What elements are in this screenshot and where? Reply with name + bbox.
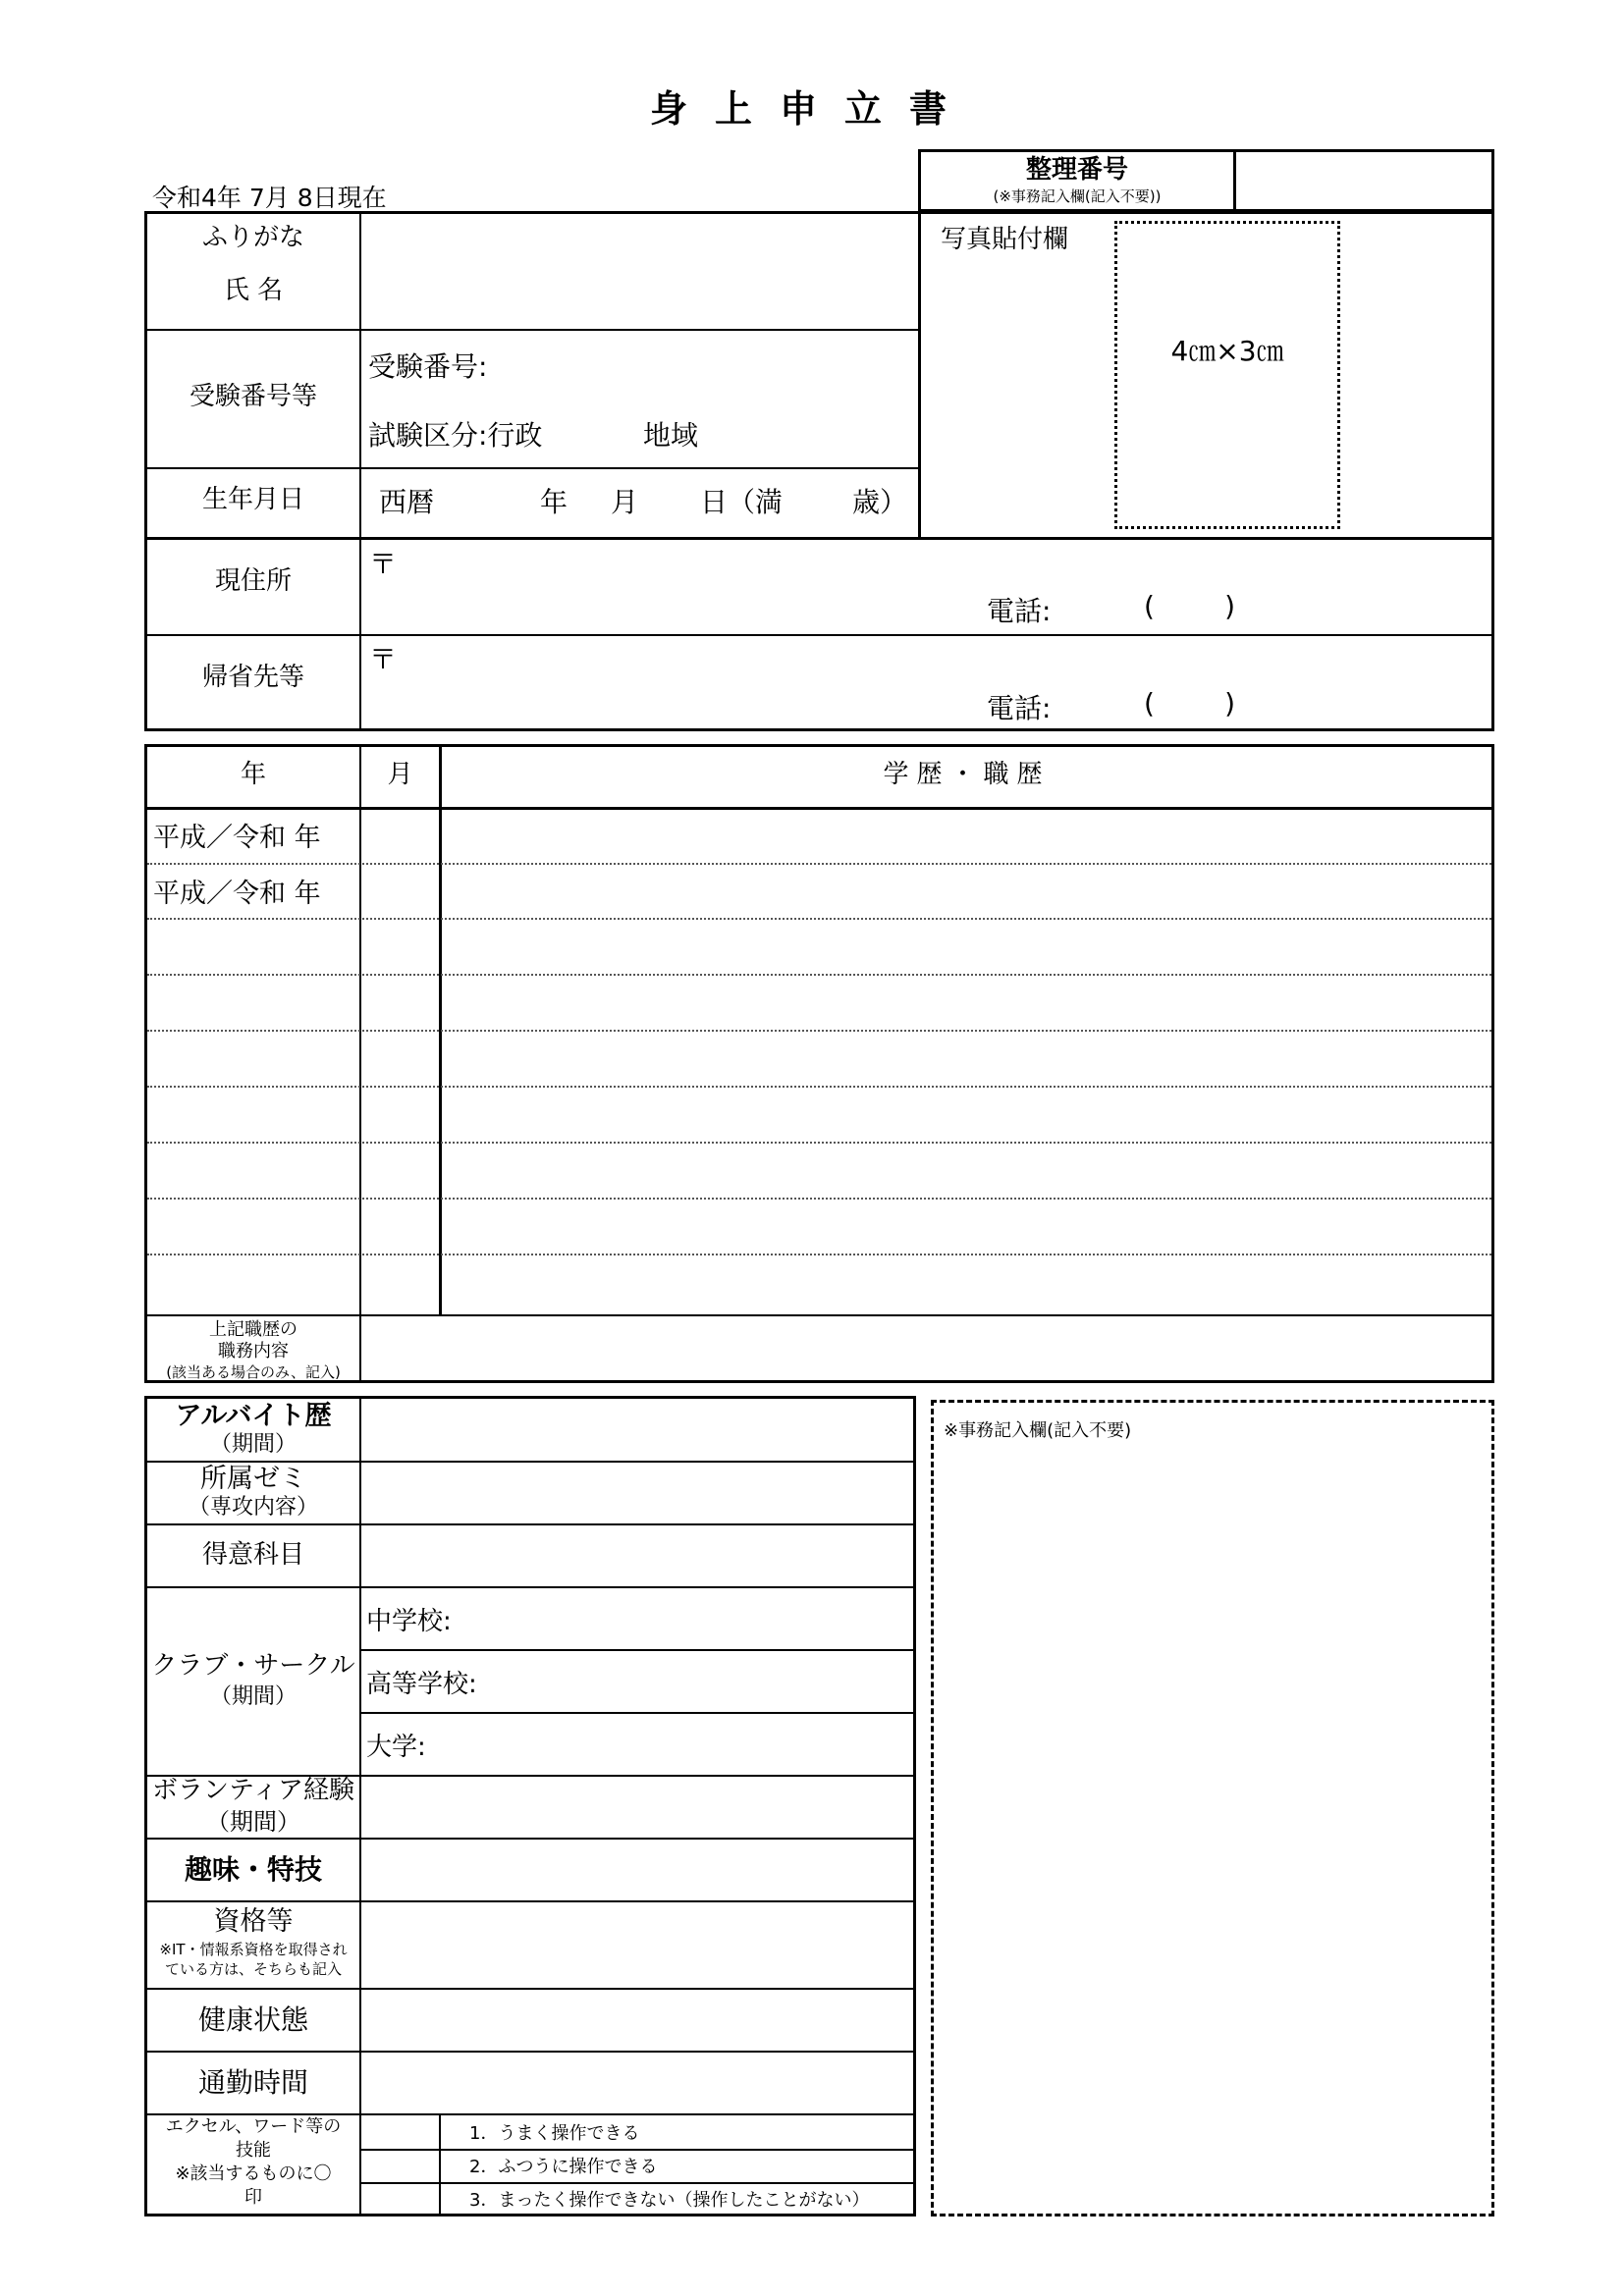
admin-number-field (1236, 152, 1491, 212)
birth-label: 生年月日 (201, 485, 304, 514)
home-label: 帰省先等 (201, 663, 304, 692)
name-label: 氏 名 (223, 276, 284, 305)
photo-area[interactable] (1114, 221, 1340, 529)
address-phone-label: 電話: (987, 595, 1052, 627)
page-title: 身上申立書 (649, 87, 974, 131)
admin-number-note: (※事務記入欄(記入不要)) (993, 187, 1162, 205)
home-phone-paren: ( ) (1144, 687, 1236, 720)
high-school-label: 高等学校: (366, 1670, 477, 1699)
history-row-prefix-1: 平成／令和 年 (153, 823, 321, 853)
duties-label-1: 上記職歴の (209, 1319, 298, 1340)
col-year: 年 (240, 760, 266, 789)
qualification-note-1: ※IT・情報系資格を取得され (159, 1941, 348, 1958)
skill-option-3: 3．まったく操作できない（操作したことがない） (469, 2190, 870, 2211)
birth-month: 月 (611, 486, 639, 518)
skills-label-1: エクセル、ワード等の (165, 2116, 342, 2137)
subject-label: 得意科目 (201, 1540, 304, 1570)
hobby-label: 趣味・特技 (184, 1853, 322, 1886)
seminar-major: （専攻内容） (188, 1495, 318, 1520)
details-table (144, 1396, 916, 2216)
admin-number-box (918, 149, 1494, 212)
admin-number-label: 整理番号 (1025, 155, 1128, 185)
university-label: 大学: (366, 1733, 426, 1762)
region-label: 地域 (643, 419, 699, 452)
duties-field[interactable] (361, 1316, 1490, 1379)
name-field[interactable] (361, 214, 916, 328)
col-history: 学歴・職歴 (883, 760, 1051, 789)
volunteer-label: ボランティア経験 (152, 1776, 354, 1805)
skill-option-1: 1．うまく操作できる (469, 2123, 640, 2144)
history-row-prefix-2: 平成／令和 年 (153, 879, 321, 909)
home-postal-mark: 〒 (369, 643, 398, 675)
birth-year: 年 (540, 486, 568, 518)
qualification-note-2: ている方は、そちらも記入 (164, 1960, 342, 1978)
exam-number-label: 受験番号: (368, 350, 488, 383)
skill-option-2: 2．ふつうに操作できる (469, 2157, 658, 2177)
club-period: （期間） (209, 1684, 297, 1709)
address-label: 現住所 (214, 566, 292, 596)
birth-era: 西暦 (379, 486, 435, 518)
part-time-label: アルバイト歴 (175, 1401, 332, 1431)
club-label: クラブ・サークル (151, 1651, 355, 1681)
exam-category-label: 試験区分:行政 (368, 419, 543, 452)
office-use-box (931, 1400, 1494, 2216)
volunteer-period: （期間） (206, 1808, 300, 1836)
photo-size: 4㎝×3㎝ (1170, 335, 1284, 367)
junior-high-label: 中学校: (366, 1607, 452, 1636)
birth-age: 歳） (852, 486, 908, 518)
duties-label-2: 職務内容 (218, 1341, 289, 1362)
photo-label: 写真貼付欄 (941, 225, 1069, 254)
skills-label-2: 技能 (236, 2140, 271, 2161)
skill-check-1[interactable] (361, 2115, 438, 2148)
birth-day: 日（満 (700, 486, 784, 518)
col-month: 月 (387, 760, 413, 789)
address-phone-paren: ( ) (1144, 590, 1236, 622)
furigana-label: ふりがな (201, 223, 304, 252)
date-line: 令和4年 7月 8日現在 (152, 184, 387, 212)
health-label: 健康状態 (197, 2003, 308, 2036)
duties-label-3: (該当ある場合のみ、記入) (166, 1363, 341, 1381)
qualification-label: 資格等 (213, 1906, 294, 1937)
skills-label-4: 印 (244, 2187, 262, 2208)
skill-check-3[interactable] (361, 2183, 438, 2214)
personal-info-table (144, 211, 1494, 731)
history-table (144, 744, 1494, 1383)
exam-label: 受験番号等 (189, 382, 317, 411)
skills-label-3: ※該当するものに〇 (175, 2163, 332, 2184)
home-phone-label: 電話: (987, 692, 1052, 724)
part-time-period: （期間） (209, 1432, 297, 1457)
skill-check-2[interactable] (361, 2150, 438, 2181)
address-postal-mark: 〒 (369, 548, 398, 580)
seminar-label: 所属ゼミ (200, 1464, 306, 1494)
commute-label: 通勤時間 (197, 2066, 308, 2099)
office-use-note: ※事務記入欄(記入不要) (944, 1420, 1132, 1441)
